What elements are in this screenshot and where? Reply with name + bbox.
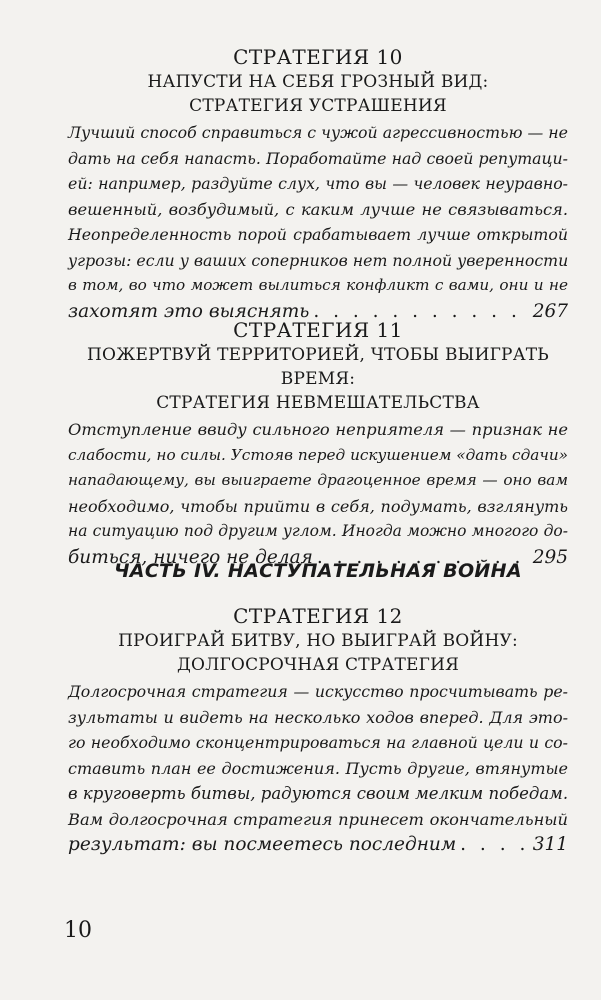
description-line: зультаты и видеть на несколько ходов вперед. Для это-	[68, 707, 568, 727]
page-number: 10	[64, 918, 92, 943]
description-line: Неопределенность порой срабатывает лучше открытой	[68, 225, 568, 244]
dot-leader	[460, 832, 529, 858]
strategy-11-description	[68, 417, 568, 570]
description-line: вешенный, возбудимый, с каким лучше не связываться.	[68, 199, 568, 219]
description-line: на ситуацию под другим углом. Иногда можно многого до-	[68, 522, 568, 540]
description-last-line	[68, 832, 568, 858]
strategy-10-entry	[68, 44, 568, 324]
strategy-12-subtitle-1: ПРОИГРАЙ БИТВУ, НО ВЫИГРАЙ ВОЙНУ:	[118, 631, 518, 651]
description-line: слабости, но силы. Устояв перед искушением «дать сдачи»	[68, 445, 568, 464]
description-line: необходимо, чтобы прийти в себя, подумать, взглянуть	[68, 496, 568, 516]
description-line: Вам долгосрочная стратегия принесет окончательный	[68, 809, 568, 829]
description-line: ей: например, раздуйте слух, что вы — человек неуравно-	[68, 174, 568, 193]
description-line-text: биться, ничего не делая	[68, 546, 313, 568]
strategy-11-entry	[68, 317, 568, 570]
strategy-10-subtitle-1: НАПУСТИ НА СЕБЯ ГРОЗНЫЙ ВИД:	[147, 72, 489, 92]
strategy-11-subtitle-1: ПОЖЕРТВУЙ ТЕРРИТОРИЕЙ, ЧТОБЫ ВЫИГРАТЬ ВРЕМЯ:	[87, 345, 549, 389]
strategy-12-entry	[68, 603, 568, 858]
description-line: Отступление ввиду сильного неприятеля — признак не	[68, 420, 568, 439]
strategy-11-heading: СТРАТЕГИЯ 11	[233, 318, 403, 342]
strategy-11-subtitle-2: СТРАТЕГИЯ НЕВМЕШАТЕЛЬСТВА	[156, 393, 480, 413]
description-line: го необходимо сконцентрироваться на главной цели и со-	[68, 733, 568, 752]
strategy-10-description	[68, 120, 568, 324]
strategy-10-heading: СТРАТЕГИЯ 10	[233, 45, 403, 69]
page-reference: 267	[532, 300, 568, 322]
description-line: в круговерть битвы, радуются своим мелким победам.	[68, 784, 569, 803]
strategy-12-description	[68, 679, 568, 858]
description-line: в том, во что может вылиться конфликт с вами, они и не	[68, 276, 568, 294]
description-line: угрозы: если у ваших соперников нет полной уверенности	[68, 250, 569, 270]
description-line-text: результат: вы посмеетесь последним	[68, 834, 457, 855]
description-line: дать на себя напасть. Поработайте над своей репутаци-	[68, 148, 568, 168]
strategy-12-subtitle-2: ДОЛГОСРОЧНАЯ СТРАТЕГИЯ	[176, 655, 460, 675]
page-reference: 295	[532, 546, 568, 568]
description-line: ставить план ее достижения. Пусть другие, втянутые	[68, 758, 568, 778]
part-4-heading: ЧАСТЬ IV. НАСТУПАТЕЛЬНАЯ ВОЙНА	[114, 560, 522, 582]
description-line: Лучший способ справиться с чужой агрессивностью — не	[68, 123, 568, 142]
page-reference: 311	[532, 834, 568, 855]
strategy-12-heading: СТРАТЕГИЯ 12	[233, 604, 403, 628]
description-line: Долгосрочная стратегия — искусство просчитывать ре-	[68, 682, 568, 701]
strategy-10-subtitle-2: СТРАТЕГИЯ УСТРАШЕНИЯ	[189, 96, 447, 116]
description-line-text: захотят это выяснять	[68, 300, 310, 322]
description-line: нападающему, вы выиграете драгоценное время — оно вам	[68, 471, 568, 489]
